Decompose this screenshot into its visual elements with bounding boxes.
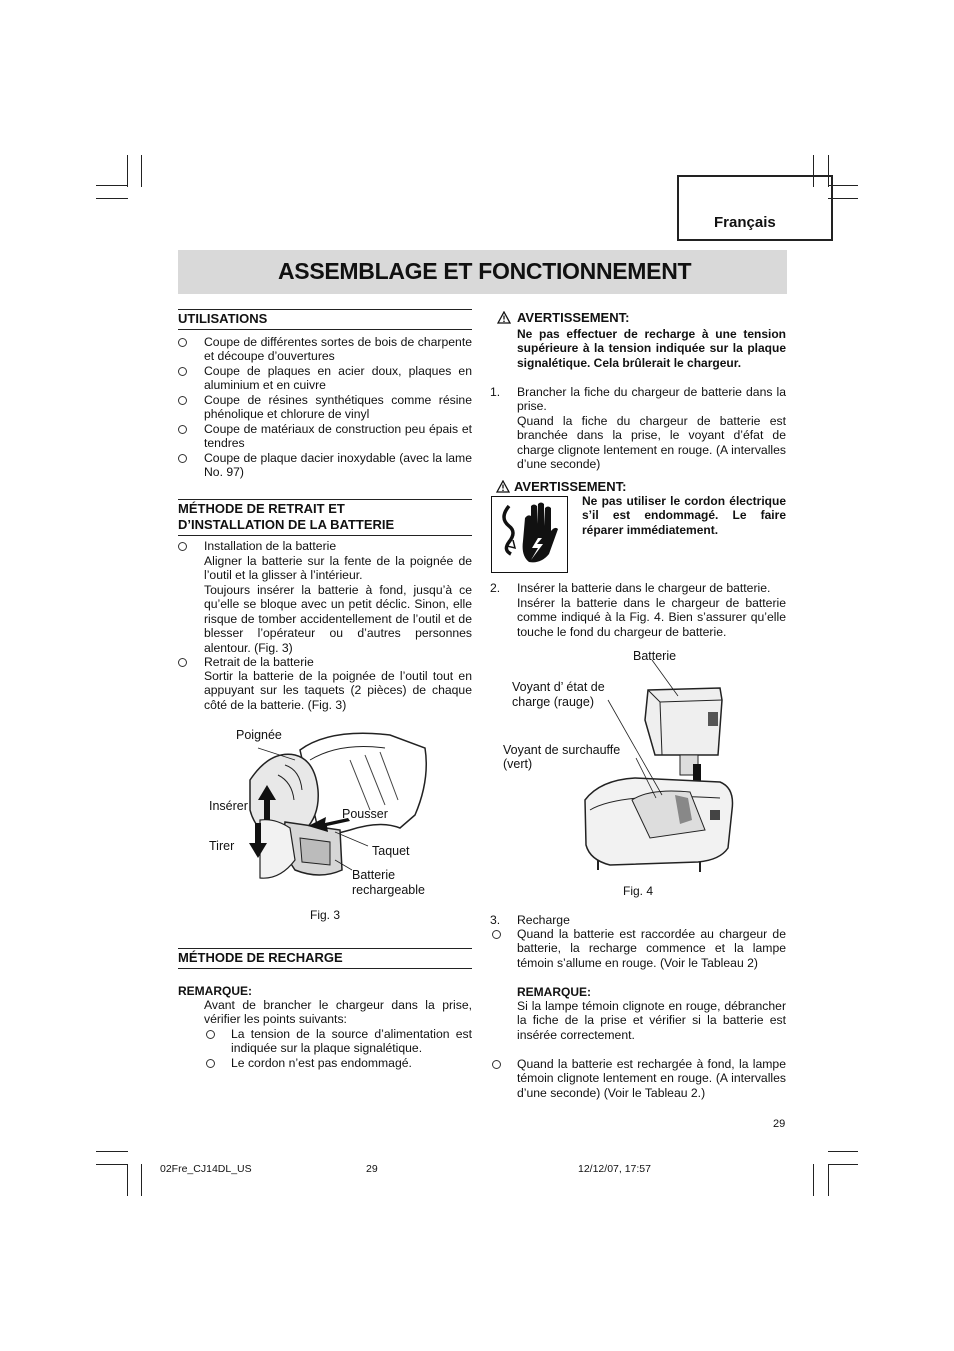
- fig3-label-rechargeable: rechargeable: [352, 883, 425, 897]
- footer-filename: 02Fre_CJ14DL_US: [160, 1163, 252, 1175]
- step-2-text-2: Insérer la batterie dans le chargeur de batterie comme indiqué à la Fig. 4. Bien s’assurer qu’elle touche le fond du chargeur de batterie.: [517, 596, 786, 639]
- bullet-icon: [206, 1030, 215, 1039]
- utilisation-item: Coupe de matériaux de construction peu épais et tendres: [204, 422, 472, 451]
- utilisation-item: Coupe de plaque dacier inoxydable (avec la lame No. 97): [204, 451, 472, 480]
- crop-mark: [96, 1164, 128, 1165]
- install-paragraph-2: Toujours insérer la batterie à fond, jusqu’à ce qu’elle se bloque avec un petit déclic. Sinon, elle risque de tomber accidentellement de l’outil et de blesser l’opérateur ou d’autres personnes alentour. (Fig. 3): [204, 583, 472, 655]
- crop-mark: [96, 198, 128, 199]
- remarque-item: La tension de la source d’alimentation est indiquée sur la plaque signalétique.: [231, 1027, 472, 1056]
- step-2-number: 2.: [490, 581, 501, 595]
- remarque-item: Le cordon n’est pas endommagé.: [231, 1056, 412, 1070]
- step-1-text-2: Quand la fiche du chargeur de batterie est branchée dans la prise, le voyant d’éfat de charge clignote lentement en rouge. (A intervalles d’une seconde): [517, 414, 786, 472]
- install-title: Installation de la batterie: [204, 539, 337, 553]
- bullet-icon: [178, 425, 187, 434]
- crop-mark: [141, 1164, 142, 1196]
- utilisation-item: Coupe de différentes sortes de bois de charpente et découpe d’ouvertures: [204, 335, 472, 364]
- bullet-icon: [178, 658, 187, 667]
- fig3-caption: Fig. 3: [310, 908, 341, 922]
- remarque-text: Avant de brancher le chargeur dans la prise, vérifier les points suivants:: [204, 998, 472, 1027]
- fig4-label-surchauffe-2: (vert): [503, 757, 533, 771]
- footer-page: 29: [366, 1163, 378, 1175]
- fig3-label-taquet: Taquet: [372, 844, 410, 858]
- fig4-caption: Fig. 4: [623, 884, 654, 898]
- utilisation-item: Coupe de résines synthétiques comme résine phénolique et chlorure de vinyl: [204, 393, 472, 422]
- language-label: Français: [714, 214, 776, 231]
- step-3-number: 3.: [490, 913, 501, 927]
- bullet-icon: [178, 454, 187, 463]
- batterie-heading: [178, 499, 472, 536]
- bullet-icon: [492, 1060, 501, 1069]
- remarque-text-2: Si la lampe témoin clignote en rouge, débrancher la fiche de la prise et vérifier si la batterie est insérée correctement.: [517, 999, 786, 1042]
- fig4-label-voyant-etat-2: charge (rauge): [512, 695, 594, 709]
- warning-2-body: Ne pas utiliser le cordon électrique s’il est endommagé. Le faire réparer immédiatement.: [582, 494, 786, 537]
- fig4-label-batterie: Batterie: [633, 649, 677, 663]
- warning-2-heading: AVERTISSEMENT:: [514, 479, 627, 494]
- install-paragraph-1: Aligner la batterie sur la fente de la poignée de l’outil et la glisser à l’intérieur.: [204, 554, 472, 583]
- crop-mark: [96, 1151, 128, 1152]
- step-3-text-1: Quand la batterie est raccordée au chargeur de batterie, la recharge commence et la lampe témoin s’allume en rouge. (Voir le Tableau 2): [517, 927, 786, 970]
- crop-mark: [828, 1164, 858, 1165]
- remove-paragraph: Sortir la batterie de la poignée de l’outil tout en appuyant sur les taquets (2 pièces) de chaque côté de la batterie. (Fig. 3): [204, 669, 472, 712]
- remarque-label-2: REMARQUE:: [517, 985, 591, 999]
- crop-mark: [96, 185, 128, 186]
- utilisation-item: Coupe de plaques en acier doux, plaques en aluminium et en cuivre: [204, 364, 472, 393]
- remove-title: Retrait de la batterie: [204, 655, 314, 669]
- title-band: [178, 250, 787, 294]
- crop-mark: [813, 1164, 814, 1196]
- step-3-text-2: Quand la batterie est rechargée à fond, la lampe témoin clignote lentement en rouge. (A intervalles d’une seconde) (Voir le Tableau 2.): [517, 1057, 786, 1100]
- step-3-title: Recharge: [517, 913, 570, 927]
- fig3-label-tirer: Tirer: [209, 839, 235, 853]
- crop-mark: [127, 155, 128, 187]
- crop-mark: [127, 1164, 128, 1196]
- bullet-icon: [206, 1059, 215, 1068]
- warning-triangle-icon: [496, 480, 510, 493]
- bullet-icon: [178, 367, 187, 376]
- bullet-icon: [178, 542, 187, 551]
- warning-1-body: Ne pas effectuer de recharge à une tension supérieure à la tension indiquée sur la plaque signalétique. Cela brûlerait le chargeur.: [517, 327, 786, 370]
- page-number: 29: [773, 1118, 786, 1130]
- fig3-label-poignee: Poignée: [236, 728, 282, 742]
- crop-mark: [141, 155, 142, 187]
- bullet-icon: [492, 930, 501, 939]
- fig4-label-voyant-etat-1: Voyant d’ état de: [512, 680, 605, 694]
- fig4-label-surchauffe-1: Voyant de surchauffe: [503, 743, 621, 757]
- bullet-icon: [178, 396, 187, 405]
- step-2-text-1: Insérer la batterie dans le chargeur de batterie.: [517, 581, 771, 595]
- warning-1-heading: AVERTISSEMENT:: [517, 310, 630, 325]
- fig3-label-pousser: Pousser: [342, 807, 388, 821]
- recharge-heading: MÉTHODE DE RECHARGE: [178, 948, 472, 969]
- step-1-number: 1.: [490, 385, 501, 399]
- crop-mark: [828, 1164, 829, 1196]
- crop-mark: [828, 1151, 858, 1152]
- step-1-text-1: Brancher la fiche du chargeur de batterie dans la prise.: [517, 385, 786, 414]
- bullet-icon: [178, 338, 187, 347]
- fig3-label-batterie: Batterie: [352, 868, 396, 882]
- utilisations-heading: UTILISATIONS: [178, 309, 472, 330]
- fig3-label-inserer: Insérer: [209, 799, 248, 813]
- language-tab: [677, 175, 833, 241]
- batterie-heading-line1: MÉTHODE DE RETRAIT ET: [178, 501, 345, 516]
- electric-shock-hazard-icon: [491, 496, 568, 573]
- batterie-heading-line2: D’INSTALLATION DE LA BATTERIE: [178, 517, 395, 532]
- warning-triangle-icon: [497, 311, 511, 324]
- footer-date: 12/12/07, 17:57: [578, 1163, 651, 1175]
- remarque-label: REMARQUE:: [178, 984, 252, 998]
- page-title: ASSEMBLAGE ET FONCTIONNEMENT: [278, 258, 692, 284]
